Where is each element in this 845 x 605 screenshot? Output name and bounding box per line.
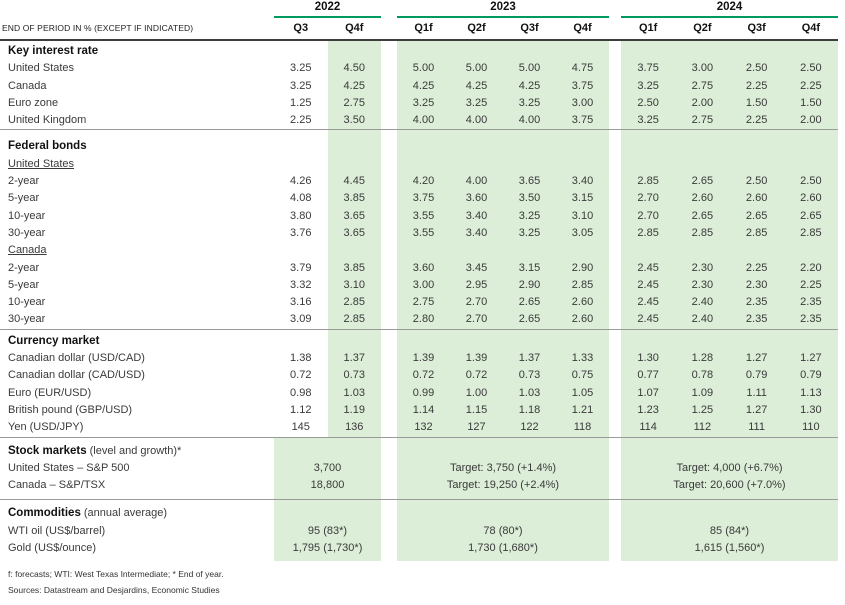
- cell-value: 2.65: [518, 296, 541, 309]
- cell-value: 111: [748, 421, 765, 434]
- cell-value: 2.90: [571, 261, 594, 274]
- cell-value: 1.05: [571, 386, 594, 399]
- cell-value: 3.75: [571, 114, 594, 127]
- cell-value: 2.65: [518, 313, 541, 326]
- cell-value: 2.60: [745, 192, 768, 205]
- section-title-row: [0, 43, 838, 60]
- cell-value: 2.25: [800, 79, 822, 92]
- cell-value: 1.09: [691, 386, 714, 399]
- cell-value: 2.50: [745, 62, 768, 75]
- cell-value: 1.12: [290, 403, 312, 416]
- cell-value: 2.90: [518, 278, 541, 291]
- table-row: [0, 260, 838, 277]
- cell-value: 1.27: [745, 352, 768, 365]
- table-row: [0, 190, 838, 207]
- year-header-row: [0, 0, 845, 18]
- cell-value: 0.79: [745, 369, 768, 382]
- cell-value: Target: 20,600 (+7.0%): [673, 479, 786, 492]
- cell-value: 2.40: [691, 296, 714, 309]
- cell-value: 3.00: [412, 278, 435, 291]
- cell-value: 3.15: [571, 192, 594, 205]
- cell-value: 1.23: [637, 403, 659, 416]
- cell-value: 4.00: [465, 175, 488, 188]
- cell-value: 2.65: [691, 175, 714, 188]
- cell-value: 2.85: [691, 226, 714, 239]
- row-label: British pound (GBP/USD): [8, 403, 133, 416]
- cell-value: 0.75: [571, 369, 594, 382]
- cell-value: 2.30: [691, 278, 714, 291]
- cell-value: 2.50: [637, 96, 659, 109]
- cell-value: 4.50: [343, 62, 365, 75]
- cell-value: 2.00: [800, 114, 822, 127]
- cell-value: 5.00: [465, 62, 488, 75]
- cell-value: 2.20: [800, 261, 822, 274]
- cell-value: 2.85: [800, 226, 822, 239]
- cell-value: 2.30: [745, 278, 768, 291]
- section-title-row: [0, 443, 838, 460]
- cell-value: 1.50: [745, 96, 768, 109]
- col-header-2023-q3f: Q3f: [520, 22, 539, 34]
- section-title-text: Commodities: [8, 507, 81, 520]
- row-label: Canada: [8, 79, 47, 92]
- cell-value: 2.50: [745, 175, 768, 188]
- cell-value: 2.30: [691, 261, 714, 274]
- cell-value: 136: [345, 421, 364, 434]
- cell-value: 3.85: [343, 192, 365, 205]
- cell-value: 1.03: [343, 386, 365, 399]
- row-label: 5-year: [8, 192, 40, 205]
- cell-value: 1.13: [800, 386, 822, 399]
- cell-value: 3.80: [290, 209, 312, 222]
- table-row: [0, 173, 838, 190]
- cell-value: 0.77: [637, 369, 659, 382]
- cell-value: 2.45: [637, 313, 659, 326]
- cell-value: 2.65: [745, 209, 768, 222]
- row-label: 2-year: [8, 175, 40, 188]
- cell-value: 3.25: [518, 96, 541, 109]
- section-currency-market: [0, 329, 838, 437]
- table-row: [0, 540, 838, 557]
- section-title: [0, 138, 274, 155]
- cell-value: 3.55: [412, 226, 435, 239]
- table-row: [0, 311, 838, 328]
- cell-value: 2.60: [571, 313, 594, 326]
- cell-value: 4.00: [518, 114, 541, 127]
- cell-value: 1.00: [465, 386, 488, 399]
- cell-value: 3.16: [290, 296, 312, 309]
- section-title: [0, 333, 274, 350]
- quarter-header-row: [0, 18, 838, 41]
- cell-value: 2.70: [465, 313, 488, 326]
- cell-value: 18,800: [310, 479, 345, 492]
- cell-value: 2.25: [745, 79, 768, 92]
- table-body: [0, 41, 845, 561]
- cell-value: 1.37: [518, 352, 541, 365]
- footnotes: [0, 566, 845, 598]
- section-title-row: [0, 333, 838, 350]
- cell-value: 1.15: [465, 403, 488, 416]
- table-row: [0, 367, 838, 384]
- cell-value: 110: [802, 421, 820, 434]
- row-label: United Kingdom: [8, 114, 87, 127]
- cell-value: 2.00: [691, 96, 714, 109]
- cell-value: 2.25: [745, 114, 768, 127]
- row-label: 10-year: [8, 209, 46, 222]
- cell-value: 2.25: [290, 114, 312, 127]
- table-row: [0, 78, 838, 95]
- cell-value: 2.75: [343, 96, 365, 109]
- cell-value: 2.75: [412, 296, 435, 309]
- cell-value: 2.50: [800, 62, 822, 75]
- cell-value: 4.25: [343, 79, 365, 92]
- cell-value: 3.25: [637, 79, 659, 92]
- cell-value: 2.45: [637, 261, 659, 274]
- cell-value: 3.10: [343, 278, 365, 291]
- cell-value: 1.11: [746, 386, 767, 399]
- cell-value: 0.72: [412, 369, 435, 382]
- cell-value: 3.05: [571, 226, 594, 239]
- cell-value: 2.70: [637, 192, 659, 205]
- cell-value: 3.50: [518, 192, 541, 205]
- cell-value: 3.65: [518, 175, 541, 188]
- table-row: [0, 385, 838, 402]
- cell-value: 4.08: [290, 192, 312, 205]
- cell-value: 1.07: [637, 386, 659, 399]
- cell-value: 3.09: [290, 313, 312, 326]
- cell-value: 1.37: [343, 352, 365, 365]
- section-title-suffix: (annual average): [83, 507, 168, 520]
- cell-value: 3.15: [518, 261, 541, 274]
- cell-value: 3.25: [465, 96, 488, 109]
- cell-value: 112: [693, 421, 712, 434]
- cell-value: 0.72: [290, 369, 312, 382]
- cell-value: 4.25: [412, 79, 435, 92]
- table-row: [0, 523, 838, 540]
- row-label: WTI oil (US$/barrel): [8, 524, 106, 537]
- cell-value: 2.35: [745, 296, 768, 309]
- cell-value: 2.70: [637, 209, 659, 222]
- cell-value: 85 (84*): [709, 524, 750, 537]
- table-row: [0, 225, 838, 242]
- cell-value: 0.78: [691, 369, 714, 382]
- table-row: [0, 95, 838, 112]
- row-label: 2-year: [8, 261, 40, 274]
- row-label: United States: [8, 157, 75, 170]
- cell-value: 0.98: [290, 386, 312, 399]
- cell-value: 3.25: [518, 226, 541, 239]
- col-header-2024-q1f: Q1f: [638, 22, 658, 34]
- year-2024-label: 2024: [621, 0, 838, 18]
- col-header-2023-q2f: Q2f: [467, 22, 486, 34]
- cell-value: 3.45: [465, 261, 488, 274]
- col-header-2024-q3f: Q3f: [747, 22, 766, 34]
- cell-value: 2.25: [800, 278, 822, 291]
- cell-value: 2.35: [800, 296, 822, 309]
- cell-value: 1.25: [691, 403, 714, 416]
- cell-value: 2.60: [800, 192, 822, 205]
- table-row: [0, 277, 838, 294]
- cell-value: 0.73: [343, 369, 365, 382]
- cell-value: 95 (83*): [307, 524, 348, 537]
- cell-value: 0.73: [518, 369, 541, 382]
- row-label: Euro (EUR/USD): [8, 386, 92, 399]
- col-header-2023-q4f: Q4f: [573, 22, 592, 34]
- cell-value: 1.30: [637, 352, 659, 365]
- cell-value: 3.40: [571, 175, 594, 188]
- cell-value: 3.76: [290, 226, 312, 239]
- cell-value: 2.65: [691, 209, 714, 222]
- section-title-row: [0, 138, 838, 155]
- section-title: [0, 443, 274, 460]
- cell-value: 145: [291, 421, 310, 434]
- col-header-2022-q3: Q3: [293, 22, 309, 34]
- cell-value: 1.03: [518, 386, 541, 399]
- cell-value: 2.95: [465, 278, 488, 291]
- cell-value: 127: [467, 421, 486, 434]
- cell-value: 3.60: [465, 192, 488, 205]
- cell-value: 4.20: [412, 175, 435, 188]
- section-key-interest-rate: [0, 41, 838, 129]
- cell-value: 3.50: [343, 114, 365, 127]
- cell-value: 3.79: [290, 261, 312, 274]
- cell-value: Target: 19,250 (+2.4%): [446, 479, 560, 492]
- cell-value: 3.10: [571, 209, 594, 222]
- table-row: [0, 242, 838, 259]
- cell-value: 2.50: [800, 175, 822, 188]
- cell-value: 3.40: [465, 209, 488, 222]
- cell-value: 1,615 (1,560*): [694, 542, 765, 555]
- table-row: [0, 112, 838, 129]
- cell-value: 2.80: [412, 313, 435, 326]
- table-row: [0, 350, 838, 367]
- cell-value: 3.65: [343, 226, 365, 239]
- table-row: [0, 208, 838, 225]
- cell-value: 114: [639, 421, 657, 434]
- cell-value: 3.55: [412, 209, 435, 222]
- table-row: [0, 60, 838, 77]
- section-title: [0, 43, 274, 60]
- cell-value: 122: [520, 421, 539, 434]
- section-federal-bonds: [0, 129, 838, 328]
- cell-value: 2.70: [465, 296, 488, 309]
- cell-value: 3.75: [637, 62, 659, 75]
- row-label: 30-year: [8, 226, 46, 239]
- cell-value: 2.35: [745, 313, 768, 326]
- cell-value: 3.65: [343, 209, 365, 222]
- cell-value: 2.65: [800, 209, 822, 222]
- cell-value: 2.40: [691, 313, 714, 326]
- cell-value: 1.14: [412, 403, 435, 416]
- cell-value: 3.25: [637, 114, 659, 127]
- cell-value: 132: [414, 421, 433, 434]
- footnote-definitions: f: forecasts; WTI: West Texas Intermediate; * End of year.: [8, 569, 224, 580]
- section-title-text: Stock markets: [8, 444, 87, 457]
- cell-value: 1.38: [290, 352, 312, 365]
- cell-value: 2.85: [571, 278, 594, 291]
- row-label: Canadian dollar (USD/CAD): [8, 352, 145, 365]
- cell-value: 3.85: [343, 261, 365, 274]
- row-label: Gold (US$/ounce): [8, 542, 97, 555]
- row-label: Canada – S&P/TSX: [8, 479, 106, 492]
- cell-value: 3.25: [290, 79, 312, 92]
- cell-value: 1,795 (1,730*): [292, 542, 363, 555]
- cell-value: 4.75: [571, 62, 594, 75]
- table-row: [0, 419, 838, 436]
- cell-value: 3,700: [313, 461, 342, 474]
- cell-value: 3.25: [412, 96, 435, 109]
- row-label: United States – S&P 500: [8, 461, 130, 474]
- cell-value: 78 (80*): [483, 524, 523, 537]
- cell-value: 3.40: [465, 226, 488, 239]
- cell-value: 1.19: [343, 403, 365, 416]
- footnote-sources: Sources: Datastream and Desjardins, Economic Studies: [8, 585, 220, 596]
- row-label: Yen (USD/JPY): [8, 421, 84, 434]
- cell-value: 4.26: [290, 175, 312, 188]
- section-title-suffix: (level and growth)*: [89, 444, 182, 457]
- cell-value: 1.28: [691, 352, 714, 365]
- cell-value: 4.45: [343, 175, 365, 188]
- table-row: [0, 156, 838, 173]
- cell-value: 2.85: [343, 296, 365, 309]
- cell-value: 1,730 (1,680*): [468, 542, 538, 555]
- cell-value: 2.75: [691, 79, 714, 92]
- col-header-2024-q2f: Q2f: [693, 22, 712, 34]
- cell-value: 1.33: [571, 352, 594, 365]
- cell-value: 2.60: [571, 296, 594, 309]
- cell-value: 3.60: [412, 261, 435, 274]
- cell-value: 3.00: [691, 62, 714, 75]
- cell-value: Target: 3,750 (+1.4%): [449, 461, 557, 474]
- cell-value: 2.35: [800, 313, 822, 326]
- cell-value: 4.25: [465, 79, 488, 92]
- cell-value: Target: 4,000 (+6.7%): [676, 461, 783, 474]
- col-header-2023-q1f: Q1f: [414, 22, 433, 34]
- row-label: 5-year: [8, 278, 40, 291]
- row-label: Canada: [8, 244, 47, 257]
- row-label: United States: [8, 62, 75, 75]
- cell-value: 2.85: [343, 313, 365, 326]
- section-title-text: Currency market: [8, 334, 100, 347]
- section-title-text: Federal bonds: [8, 140, 87, 153]
- cell-value: 4.00: [465, 114, 488, 127]
- cell-value: 0.79: [800, 369, 822, 382]
- cell-value: 5.00: [412, 62, 435, 75]
- cell-value: 1.30: [800, 403, 822, 416]
- cell-value: 1.39: [412, 352, 435, 365]
- cell-value: 5.00: [518, 62, 541, 75]
- row-label: Canadian dollar (CAD/USD): [8, 369, 145, 382]
- cell-value: 1.27: [800, 352, 822, 365]
- col-header-2024-q4f: Q4f: [801, 22, 821, 34]
- row-label: Euro zone: [8, 96, 59, 109]
- section-title-row: [0, 505, 838, 522]
- row-label: 30-year: [8, 313, 46, 326]
- cell-value: 4.00: [412, 114, 435, 127]
- cell-value: 3.25: [518, 209, 541, 222]
- cell-value: 1.25: [290, 96, 312, 109]
- table-row: [0, 460, 838, 477]
- cell-value: 1.39: [465, 352, 488, 365]
- section-commodities: [0, 499, 838, 561]
- cell-value: 3.32: [290, 278, 312, 291]
- cell-value: 0.99: [412, 386, 435, 399]
- section-title: [0, 505, 274, 522]
- cell-value: 2.85: [637, 175, 659, 188]
- cell-value: 1.21: [571, 403, 594, 416]
- row-label: 10-year: [8, 296, 46, 309]
- table-row: [0, 402, 838, 419]
- cell-value: 3.25: [290, 62, 312, 75]
- cell-value: 2.85: [637, 226, 659, 239]
- cell-value: 2.60: [691, 192, 714, 205]
- year-2022-label: 2022: [274, 0, 381, 18]
- cell-value: 1.27: [745, 403, 768, 416]
- cell-value: 3.00: [571, 96, 594, 109]
- col-header-2022-q4f: Q4f: [345, 22, 364, 34]
- cell-value: 118: [573, 421, 592, 434]
- cell-value: 1.18: [518, 403, 541, 416]
- table-caption: END OF PERIOD IN % (EXCEPT IF INDICATED): [2, 23, 194, 33]
- cell-value: 0.72: [465, 369, 488, 382]
- cell-value: 2.45: [637, 296, 659, 309]
- cell-value: 3.75: [412, 192, 435, 205]
- table-row: [0, 477, 838, 494]
- section-stock-markets: [0, 437, 838, 500]
- cell-value: 2.85: [745, 226, 768, 239]
- cell-value: 2.45: [637, 278, 659, 291]
- section-title-text: Key interest rate: [8, 45, 99, 57]
- year-2023-label: 2023: [397, 0, 609, 18]
- table-row: [0, 294, 838, 311]
- cell-value: 2.25: [745, 261, 768, 274]
- cell-value: 2.75: [691, 114, 714, 127]
- cell-value: 4.25: [518, 79, 541, 92]
- cell-value: 3.75: [571, 79, 594, 92]
- cell-value: 1.50: [800, 96, 822, 109]
